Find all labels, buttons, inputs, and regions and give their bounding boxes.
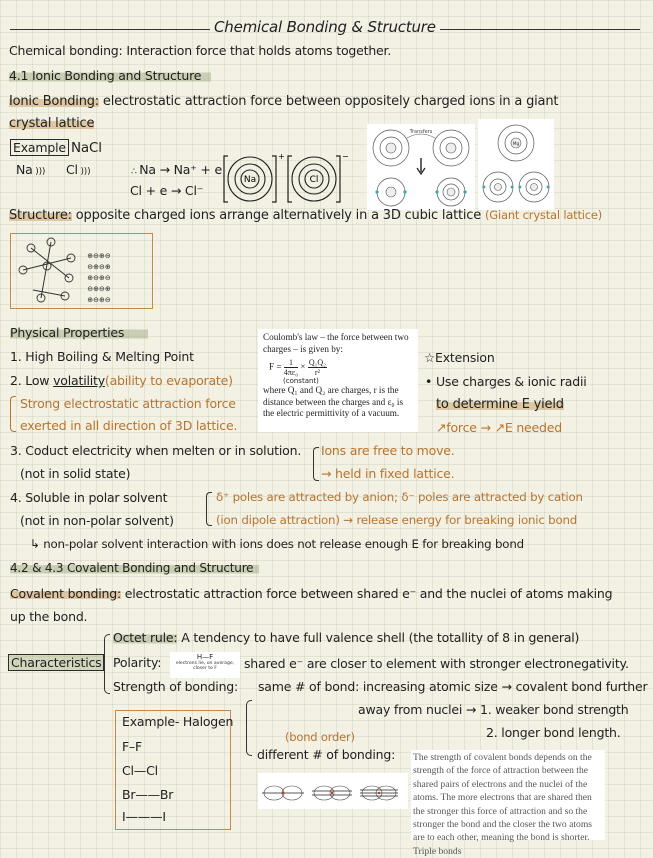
svg-text:⊖⊕⊖⊕: ⊖⊕⊖⊕ [87, 263, 111, 271]
polarity-term: Polarity: [113, 655, 162, 670]
ionic-def-line2: crystal lattice [9, 116, 95, 131]
halogen-cl2: Cl—Cl [122, 763, 158, 778]
bond-strength-text-image [411, 750, 605, 857]
different-bonding-label: different # of bonding: [257, 747, 396, 762]
property-4-note1: δ⁺ poles are attracted by anion; δ⁻ poles are attracted by cation [216, 490, 583, 504]
covalent-def-term: Covalent bonding: [10, 586, 121, 601]
mg-ion-image [478, 119, 554, 210]
property-3: 3. Coduct electricity when melten or in solution. [10, 443, 302, 458]
covalent-definition-2: up the bond. [10, 609, 88, 624]
bond-order-image [258, 773, 408, 809]
structure-text: opposite charged ions arrange alternatively in a 3D cubic lattice [75, 208, 482, 223]
bond-order-label: (bond order) [285, 730, 355, 744]
svg-text:⊕⊖⊕⊖: ⊕⊖⊕⊖ [87, 296, 111, 304]
strength-text2: away from nuclei → 1. weaker bond strength [358, 702, 629, 717]
svg-text:⊕⊖⊕⊖: ⊕⊖⊕⊖ [87, 274, 111, 282]
bonding-definition: Chemical bonding: Interaction force that holds atoms together. [9, 43, 392, 58]
na-electron-sketch: Na ))) [16, 162, 46, 177]
cl-electron-sketch: Cl ))) [66, 162, 91, 177]
structure-term: Structure: [9, 208, 72, 223]
property-2: 2. Low volatility(ability to evaporate) [10, 373, 233, 388]
ionic-heading: 4.1 Ionic Bonding and Structure [9, 68, 211, 83]
svg-text:−: − [342, 152, 349, 161]
strength-text3: 2. longer bond length. [486, 725, 621, 740]
ionization-eq2: Cl + e → Cl⁻ [130, 183, 204, 198]
title-rule-right [440, 29, 640, 30]
ionization-eq1: ∴ Na → Na⁺ + e [131, 162, 222, 177]
property-2-note2: exerted in all direction of 3D lattice. [20, 418, 238, 433]
lattice-diagram [11, 234, 154, 310]
mg-ion-figure [478, 119, 554, 210]
polarity-text: shared e⁻ are closer to element with stronger electronegativity. [244, 656, 629, 671]
property-4-note3: ↳ non-polar solvent interaction with ions does not release enough E for breaking bond [30, 537, 524, 551]
example-value: NaCl [71, 140, 102, 156]
extension-line2: to determine E yield [436, 397, 564, 412]
strength-brace [246, 700, 252, 756]
property-1: 1. High Boiling & Melting Point [10, 349, 194, 364]
lattice-diagram-box [10, 233, 153, 309]
halogen-f2: F–F [122, 739, 143, 754]
svg-text:Transfers: Transfers [409, 129, 433, 135]
strength-term: Strength of bonding: [113, 679, 239, 694]
halogen-example-box [115, 710, 234, 830]
property-4b: (not in non-polar solvent) [20, 513, 174, 528]
structure-line [9, 208, 602, 223]
svg-text:Mg: Mg [512, 142, 520, 147]
extension-line3: ↗force → ↗E needed [436, 420, 562, 435]
characteristics-label: Characteristics [8, 654, 104, 671]
example-label: Example [10, 139, 69, 156]
extension-line1: • Use charges & ionic radii [425, 374, 587, 389]
polarity-figure: H—F electrons lie, on average, closer to F [170, 652, 240, 678]
physical-heading: Physical Properties [10, 325, 148, 340]
property-3-note2: → held in fixed lattice. [321, 466, 455, 481]
bond-order-figure [258, 773, 408, 809]
electron-transfer-image [367, 124, 475, 210]
svg-text:Cl: Cl [309, 175, 319, 185]
property-3-note1: Ions are free to move. [321, 443, 455, 458]
ionic-def-term: Ionic Bonding: [9, 94, 99, 109]
coulomb-text: where Q₁ and Q₂ are charges, r is the distance between the charges and ε₀ is the electric permittivity of a vacuum. [263, 385, 404, 418]
ionic-def-line1: electrostatic attraction force between oppositely charged ions in a giant [102, 94, 559, 109]
covalent-heading: 4.2 & 4.3 Covalent Bonding and Structure [10, 561, 259, 575]
page-title: Chemical Bonding & Structure [214, 18, 436, 36]
svg-text:⊖⊕⊖⊕: ⊖⊕⊖⊕ [87, 285, 111, 293]
characteristics-brace [104, 634, 110, 694]
coulomb-law-image [258, 329, 418, 432]
strength-text1: same # of bond: increasing atomic size → covalent bond further [258, 679, 648, 694]
property-4: 4. Soluble in polar solvent [10, 490, 168, 505]
halogen-br2: Br——Br [122, 787, 174, 802]
property-4-note2: (ion dipole attraction) → release energy for breaking ionic bond [216, 513, 578, 527]
property-2-note1: Strong electrostatic attraction force [20, 396, 236, 411]
extension-heading: ☆Extension [424, 350, 495, 365]
svg-text:+: + [278, 152, 285, 161]
octet-rule: Octet rule: A tendency to have full valence shell (the totallity of 8 in general) [113, 630, 580, 645]
svg-text:Na: Na [243, 175, 257, 185]
coulomb-intro: Coulomb's law – the force between two charges – is given by: [263, 332, 409, 354]
coulomb-constant-note: (constant) [283, 377, 319, 385]
ion-dot-cross-diagram [222, 150, 362, 206]
bond-strength-paragraph: The strength of covalent bonds depends on the strength of the force of attraction between the shared pairs of electrons and the nuclei of the atoms. The more electrons that are shared then the stronger this force of attraction and so the stronger the bond and the closer the two atoms are to each other, meaning the bond is shorter. Triple bonds [413, 752, 593, 857]
title-rule-left [10, 29, 210, 30]
property-4-brace [206, 492, 212, 526]
covalent-definition: Covalent bonding: electrostatic attraction force between shared e⁻ and the nuclei of atoms making [10, 586, 613, 601]
property-3-brace [313, 447, 319, 481]
ionic-definition [9, 94, 558, 109]
structure-note: (Giant crystal lattice) [484, 208, 603, 222]
property-3b: (not in solid state) [20, 466, 131, 481]
svg-text:⊕⊖⊕⊖: ⊕⊖⊕⊖ [87, 252, 111, 260]
electron-transfer-figure [367, 124, 475, 210]
property-2-brace [10, 396, 16, 432]
halogen-i2: I———I [122, 809, 166, 824]
halogen-heading: Example- Halogen [122, 714, 234, 729]
coulomb-formula: F = $\frac{1}{\text{4πε₀}}$ × $\frac{\text{Q₁Q₂}}{\text{r²}}$ [269, 358, 326, 377]
